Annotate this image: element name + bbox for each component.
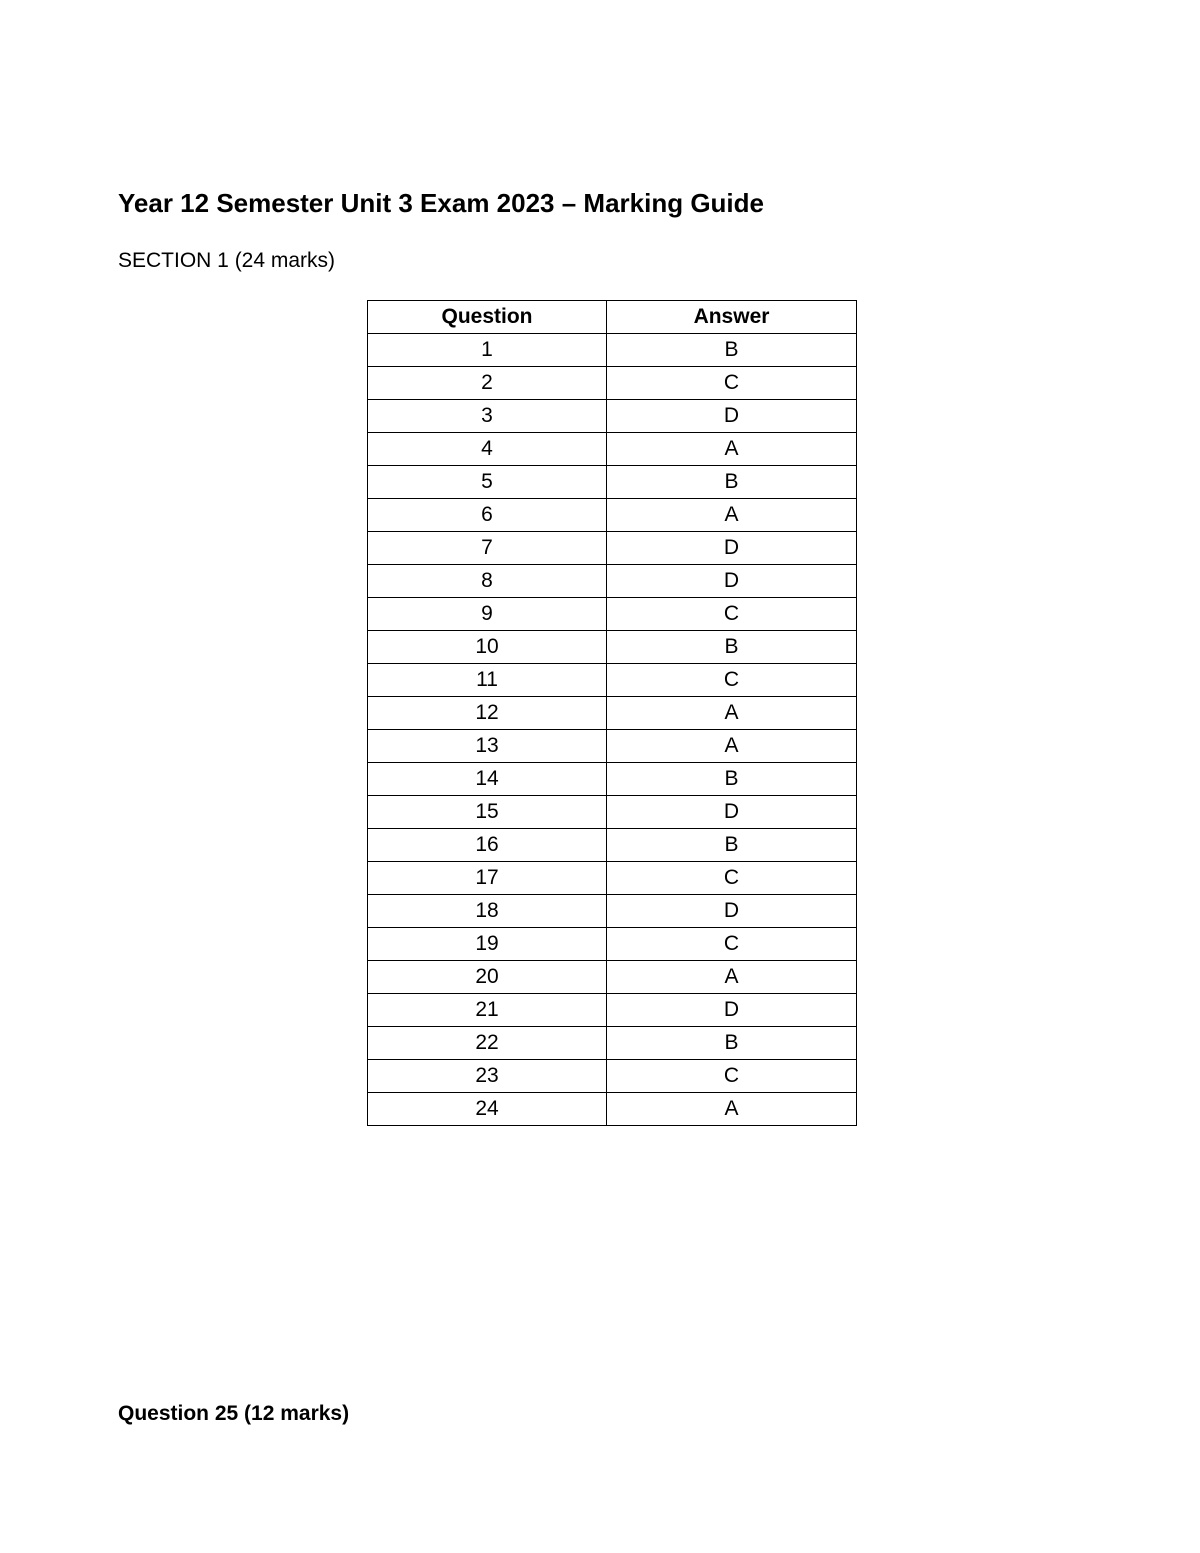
question-number-cell: 11 (368, 664, 607, 697)
question-number-cell: 1 (368, 334, 607, 367)
answer-cell: A (607, 1093, 857, 1126)
table-row (368, 532, 857, 565)
question-number-cell: 14 (368, 763, 607, 796)
table-row (368, 1060, 857, 1093)
answer-cell: C (607, 598, 857, 631)
question-25-heading: Question 25 (12 marks) (118, 1402, 350, 1425)
question-number-cell: 3 (368, 400, 607, 433)
answer-cell: C (607, 1060, 857, 1093)
question-number-cell: 5 (368, 466, 607, 499)
answer-cell: D (607, 400, 857, 433)
table-row (368, 1027, 857, 1060)
question-number-cell: 13 (368, 730, 607, 763)
answer-cell: C (607, 367, 857, 400)
table-row (368, 499, 857, 532)
answer-column-header: Answer (607, 301, 857, 334)
table-row (368, 961, 857, 994)
table-row (368, 664, 857, 697)
table-row (368, 565, 857, 598)
table-row (368, 829, 857, 862)
question-column-header: Question (368, 301, 607, 334)
question-number-cell: 18 (368, 895, 607, 928)
answer-cell: A (607, 961, 857, 994)
question-number-cell: 23 (368, 1060, 607, 1093)
answer-cell: D (607, 895, 857, 928)
table-row (368, 763, 857, 796)
answer-table-body (368, 334, 857, 1126)
answer-cell: C (607, 928, 857, 961)
answer-cell: B (607, 631, 857, 664)
table-row (368, 433, 857, 466)
answer-cell: C (607, 862, 857, 895)
question-number-cell: 2 (368, 367, 607, 400)
table-row (368, 796, 857, 829)
table-row (368, 466, 857, 499)
table-row (368, 631, 857, 664)
question-number-cell: 6 (368, 499, 607, 532)
answer-cell: B (607, 466, 857, 499)
answer-cell: A (607, 730, 857, 763)
question-number-cell: 12 (368, 697, 607, 730)
table-row (368, 697, 857, 730)
question-number-cell: 7 (368, 532, 607, 565)
answer-cell: A (607, 499, 857, 532)
section-heading: SECTION 1 (24 marks) (118, 249, 336, 272)
question-number-cell: 20 (368, 961, 607, 994)
table-row (368, 1093, 857, 1126)
table-row (368, 895, 857, 928)
table-row (368, 367, 857, 400)
answer-cell: B (607, 1027, 857, 1060)
page-title: Year 12 Semester Unit 3 Exam 2023 – Marking Guide (118, 188, 764, 218)
answer-cell: B (607, 829, 857, 862)
question-number-cell: 24 (368, 1093, 607, 1126)
answer-cell: A (607, 433, 857, 466)
answer-cell: D (607, 796, 857, 829)
question-number-cell: 9 (368, 598, 607, 631)
question-number-cell: 10 (368, 631, 607, 664)
question-number-cell: 22 (368, 1027, 607, 1060)
table-row (368, 400, 857, 433)
answer-cell: D (607, 532, 857, 565)
question-number-cell: 15 (368, 796, 607, 829)
answer-table (367, 300, 857, 1126)
table-row (368, 994, 857, 1027)
answer-cell: B (607, 763, 857, 796)
question-number-cell: 17 (368, 862, 607, 895)
question-number-cell: 8 (368, 565, 607, 598)
table-row (368, 334, 857, 367)
answer-cell: B (607, 334, 857, 367)
answer-cell: D (607, 565, 857, 598)
question-number-cell: 19 (368, 928, 607, 961)
answer-cell: A (607, 697, 857, 730)
table-row (368, 928, 857, 961)
table-row (368, 862, 857, 895)
question-number-cell: 16 (368, 829, 607, 862)
answer-cell: D (607, 994, 857, 1027)
table-row (368, 598, 857, 631)
answer-cell: C (607, 664, 857, 697)
question-number-cell: 21 (368, 994, 607, 1027)
question-number-cell: 4 (368, 433, 607, 466)
table-header-row (368, 301, 857, 334)
table-row (368, 730, 857, 763)
